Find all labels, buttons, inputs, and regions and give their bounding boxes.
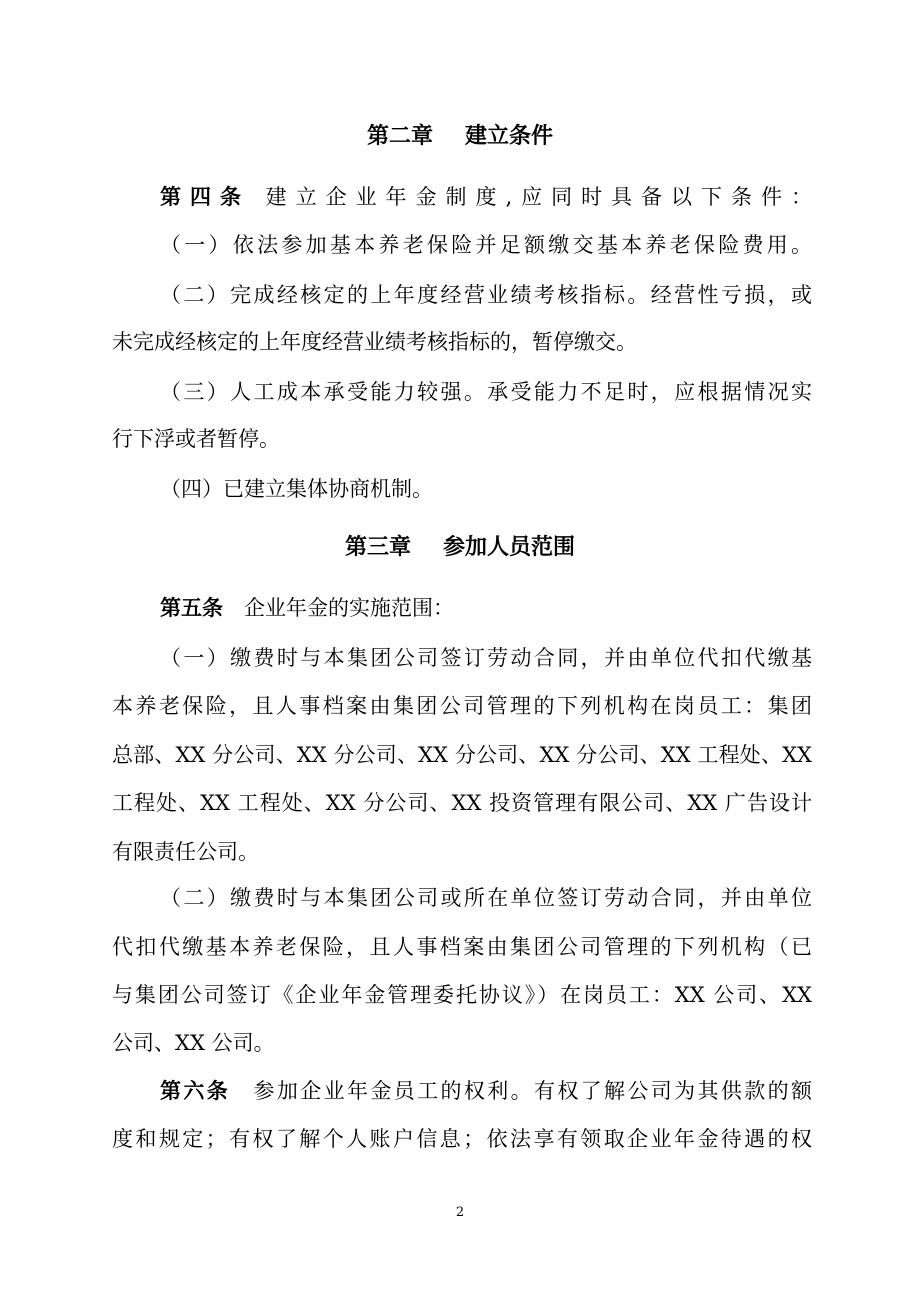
chapter-heading-2 (0, 122, 920, 152)
item-5-1-line-1: （一）缴费时与本集团公司签订劳动合同，并由单位代扣代缴基 (160, 646, 812, 670)
item-4-3-line-1: （三）人工成本承受能力较强。承受能力不足时，应根据情况实 (160, 380, 812, 404)
article-5-text: 企业年金的实施范围： (244, 596, 454, 620)
item-4-2-line-1: （二）完成经核定的上年度经营业绩考核指标。经营性亏损，或 (160, 283, 812, 307)
article-6-text: 参加企业年金员工的权利。有权了解公司为其供款的额 (253, 1079, 813, 1103)
item-5-1-line-3: 总部、XX 分公司、XX 分公司、XX 分公司、XX 分公司、XX 工程处、XX (112, 743, 812, 767)
item-4-1-line-1: （一）依法参加基本养老保险并足额缴交基本养老保险费用。 (160, 233, 812, 257)
item-5-2-line-2: 代扣代缴基本养老保险，且人事档案由集团公司管理的下列机构（已 (112, 935, 812, 959)
item-4-4-line-1: （四）已建立集体协商机制。 (160, 477, 433, 501)
item-5-1-line-2: 本养老保险，且人事档案由集团公司管理的下列机构在岗员工：集团 (112, 694, 812, 718)
item-4-3-line-2: 行下浮或者暂停。 (112, 427, 280, 451)
chapter-heading-3 (0, 533, 920, 563)
article-5-label: 第五条 (160, 596, 223, 620)
article-4-label: 第四条 (160, 185, 250, 209)
item-5-2-line-3: 与集团公司签订《企业年金管理委托协议》）在岗员工：XX 公司、XX (112, 983, 812, 1007)
article-4-line-1 (160, 182, 812, 212)
article-6-line-2: 度和规定；有权了解个人账户信息；依法享有领取企业年金待遇的权 (112, 1127, 812, 1151)
article-6-label: 第六条 (160, 1079, 231, 1103)
chapter-number: 第三章 (344, 535, 411, 560)
item-4-2-line-2: 未完成经核定的上年度经营业绩考核指标的，暂停缴交。 (112, 330, 637, 354)
article-5-line-1 (160, 593, 812, 623)
item-5-2-line-1: （二）缴费时与本集团公司或所在单位签订劳动合同，并由单位 (160, 886, 812, 910)
article-6-line-1 (160, 1076, 812, 1106)
item-5-1-line-5: 有限责任公司。 (112, 840, 259, 864)
chapter-number: 第二章 (366, 124, 433, 149)
item-5-2-line-4: 公司、XX 公司。 (112, 1031, 275, 1055)
page-number: 2 (455, 1205, 465, 1220)
chapter-title: 参加人员范围 (443, 535, 576, 560)
item-5-1-line-4: 工程处、XX 工程处、XX 分公司、XX 投资管理有限公司、XX 广告设计 (112, 791, 812, 815)
article-4-text: 建立企业年金制度,应同时具备以下条件： (265, 185, 812, 209)
chapter-title: 建立条件 (465, 124, 554, 149)
